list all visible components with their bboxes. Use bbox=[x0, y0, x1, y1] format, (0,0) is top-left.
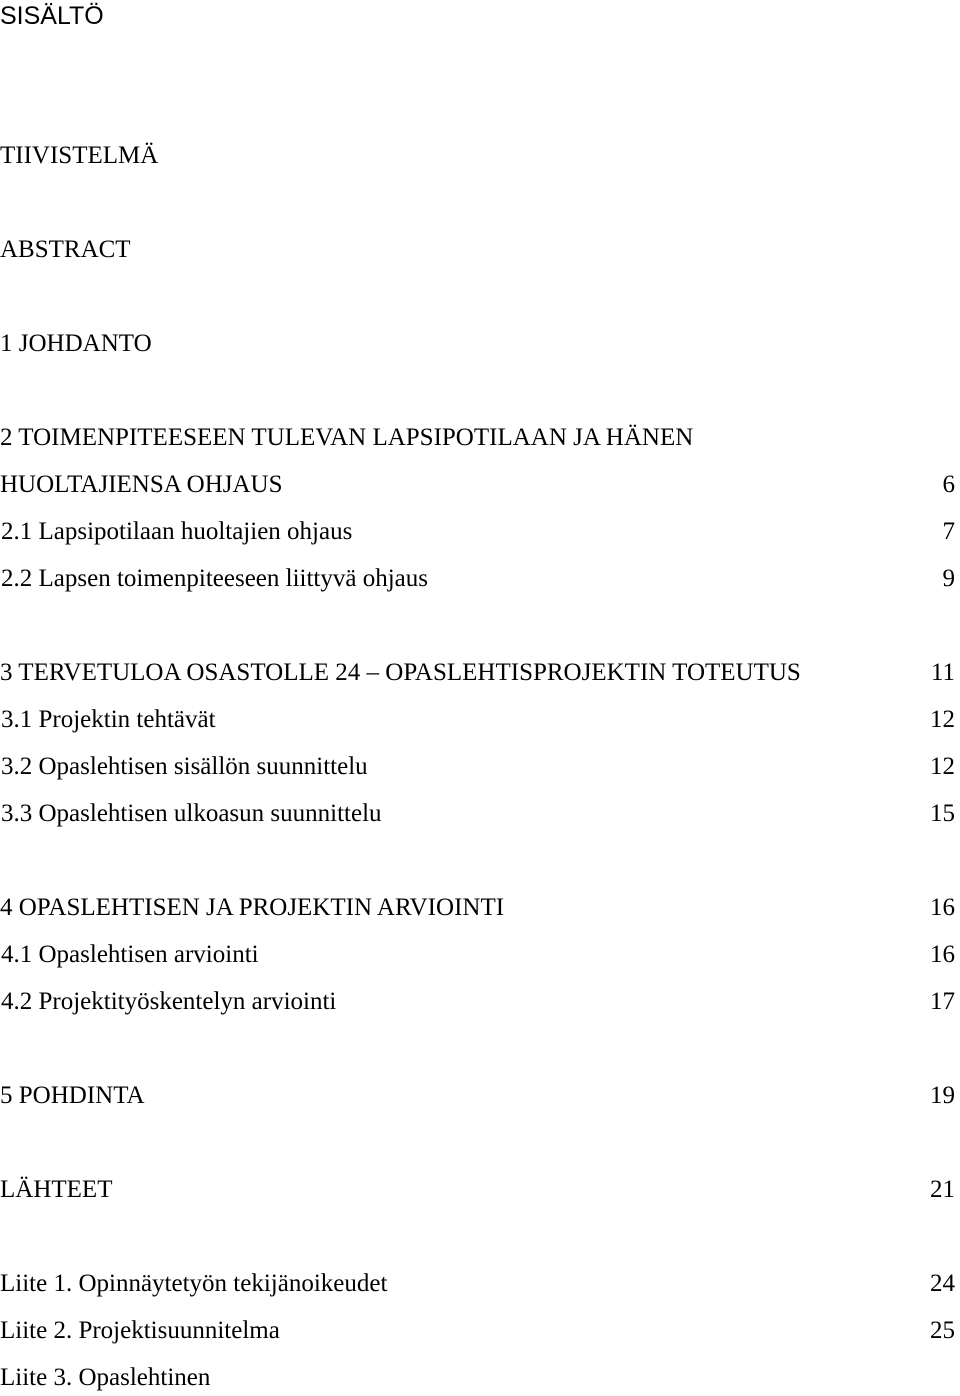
toc-entry-chapter-5 bbox=[0, 1080, 960, 1112]
toc-entry-page: 12 bbox=[930, 706, 955, 733]
toc-entry-liite-1 bbox=[0, 1268, 960, 1300]
toc-entry-page: 17 bbox=[930, 988, 955, 1015]
toc-entry-chapter-2-line-1 bbox=[0, 422, 960, 454]
toc-entry-label: 4.1 Opaslehtisen arviointi bbox=[1, 941, 259, 968]
toc-entry-liite-2 bbox=[0, 1315, 960, 1347]
toc-entry-2-2 bbox=[0, 563, 960, 595]
toc-entry-page: 9 bbox=[942, 565, 955, 592]
toc-entry-page: 19 bbox=[930, 1082, 955, 1109]
toc-entry-label: HUOLTAJIENSA OHJAUS bbox=[0, 471, 283, 498]
toc-entry-label: Liite 1. Opinnäytetyön tekijänoikeudet bbox=[0, 1270, 388, 1297]
toc-entry-johdanto bbox=[0, 328, 960, 360]
toc-entry-label: 4.2 Projektityöskentelyn arviointi bbox=[1, 988, 337, 1015]
toc-entry-liite-3 bbox=[0, 1362, 960, 1394]
toc-entry-label: 4 OPASLEHTISEN JA PROJEKTIN ARVIOINTI bbox=[0, 894, 505, 921]
toc-entry-2-1 bbox=[0, 516, 960, 548]
toc-entry-page: 24 bbox=[930, 1270, 955, 1297]
toc-entry-chapter-4 bbox=[0, 892, 960, 924]
toc-entry-abstract bbox=[0, 234, 960, 266]
toc-entry-page: 6 bbox=[942, 471, 955, 498]
toc-entry-3-1 bbox=[0, 704, 960, 736]
toc-entry-page: 16 bbox=[930, 894, 955, 921]
toc-entry-label: 3 TERVETULOA OSASTOLLE 24 – OPASLEHTISPROJEKTIN TOTEUTUS bbox=[0, 659, 801, 686]
toc-entry-label: Liite 2. Projektisuunnitelma bbox=[0, 1317, 280, 1344]
toc-entry-label: 3.1 Projektin tehtävät bbox=[1, 706, 216, 733]
toc-entry-label: 3.2 Opaslehtisen sisällön suunnittelu bbox=[1, 753, 368, 780]
toc-entry-chapter-2-line-2 bbox=[0, 469, 960, 501]
toc-entry-label: ABSTRACT bbox=[0, 236, 131, 263]
toc-entry-tiivistelma bbox=[0, 140, 960, 172]
toc-entry-label: 2 TOIMENPITEESEEN TULEVAN LAPSIPOTILAAN JA HÄNEN bbox=[0, 424, 694, 451]
toc-entry-page: 12 bbox=[930, 753, 955, 780]
toc-entry-label: 5 POHDINTA bbox=[0, 1082, 145, 1109]
toc-entry-4-1 bbox=[0, 939, 960, 971]
toc-entry-page: 16 bbox=[930, 941, 955, 968]
toc-entry-label: TIIVISTELMÄ bbox=[0, 142, 159, 169]
toc-entry-page: 25 bbox=[930, 1317, 955, 1344]
page-title: SISÄLTÖ bbox=[0, 2, 104, 30]
toc-entry-chapter-3 bbox=[0, 657, 960, 689]
toc-entry-label: 1 JOHDANTO bbox=[0, 330, 152, 357]
toc-entry-label: 3.3 Opaslehtisen ulkoasun suunnittelu bbox=[1, 800, 382, 827]
toc-entry-page: 21 bbox=[930, 1176, 955, 1203]
toc-entry-page: 11 bbox=[930, 659, 955, 686]
toc-entry-3-2 bbox=[0, 751, 960, 783]
toc-entry-3-3 bbox=[0, 798, 960, 830]
toc-entry-label: 2.1 Lapsipotilaan huoltajien ohjaus bbox=[1, 518, 353, 545]
toc-entry-page: 7 bbox=[942, 518, 955, 545]
toc-entry-4-2 bbox=[0, 986, 960, 1018]
toc-entry-lahteet bbox=[0, 1174, 960, 1206]
toc-entry-label: 2.2 Lapsen toimenpiteeseen liittyvä ohjaus bbox=[1, 565, 428, 592]
toc-entry-label: LÄHTEET bbox=[0, 1176, 113, 1203]
toc-entry-label: Liite 3. Opaslehtinen bbox=[0, 1364, 211, 1391]
toc-entry-page: 15 bbox=[930, 800, 955, 827]
